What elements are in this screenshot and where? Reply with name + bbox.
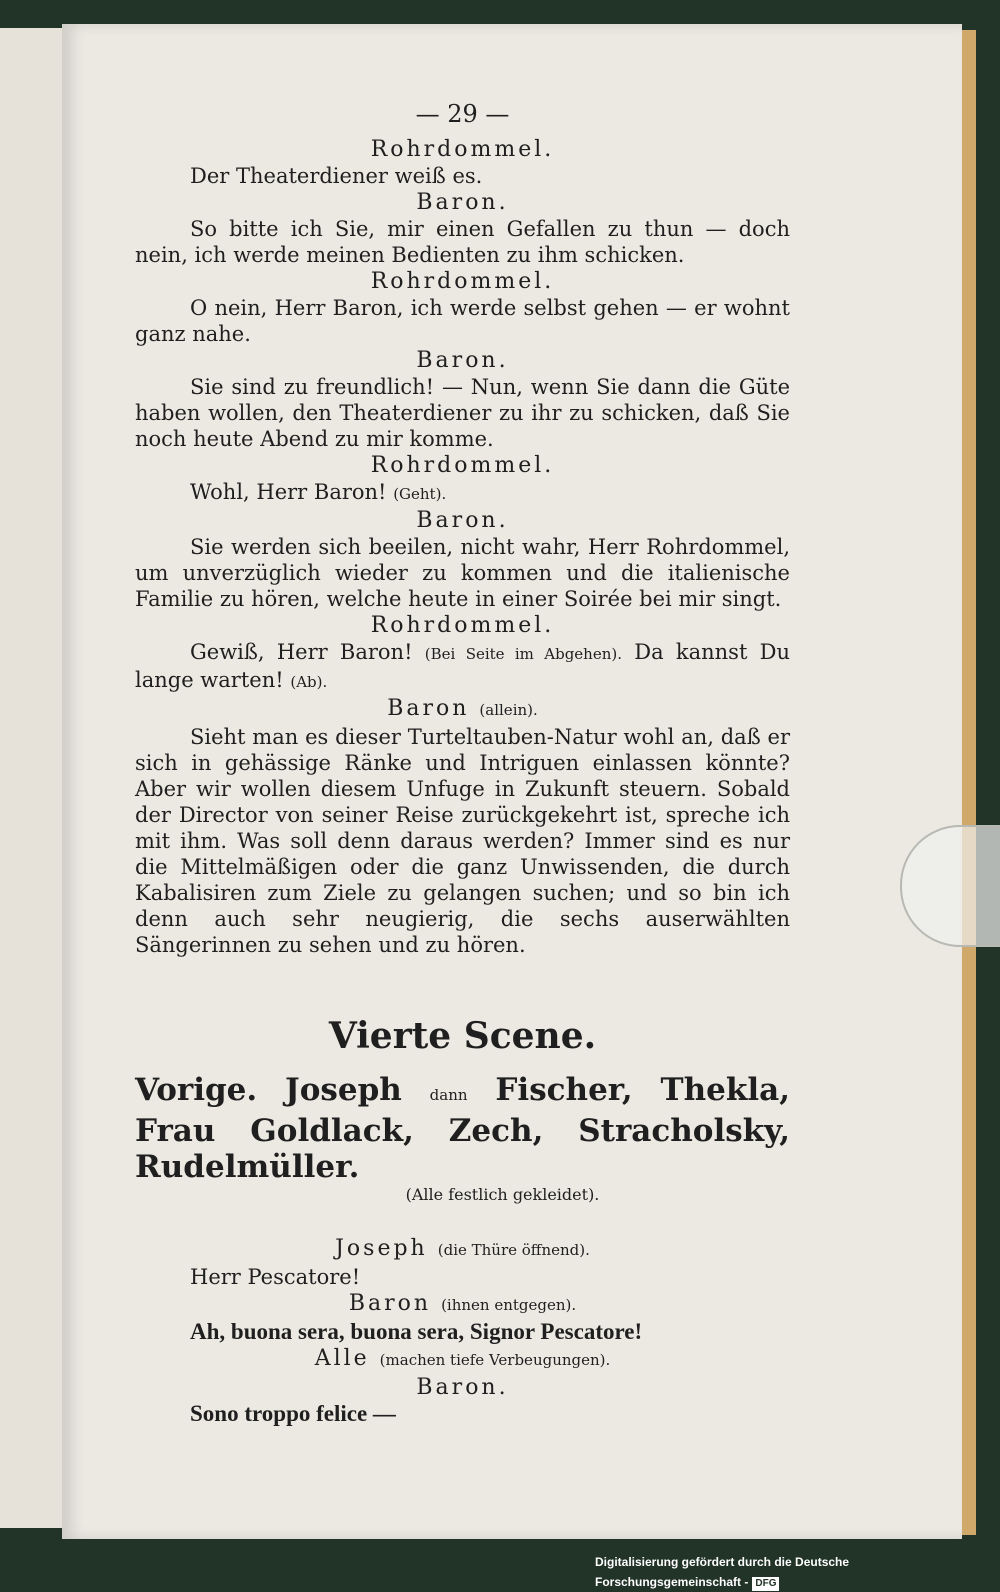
paragraph: Sie werden sich beeilen, nicht wahr, Herr Rohrdommel, um unverzüglich wieder zu kommen und die italienische Familie zu hören, welche heute in einer Soirée bei mir singt.: [135, 535, 790, 611]
paragraph: Sieht man es dieser Turteltauben-Natur wohl an, daß er sich in gehässige Ränke und Intriguen einlassen könnte? Aber wir wollen diesem Unfuge in Zukunft steuern. Sobald der Director von seiner Reise zurückgekehrt ist, spreche ich mit ihm. Was soll denn daraus werden? Immer sind es nur die Mittelmäßigen oder die ganz Unwissenden, die durch Kabalisiren zum Ziele zu gelangen suchen; und so bin ich denn auch sehr neugierig, die sechs auserwählten Sängerinnen zu sehen und zu hören.: [135, 725, 790, 957]
paragraph: Der Theaterdiener weiß es.: [190, 164, 483, 188]
italian-line: Ah, buona sera, buona sera, Signor Pescatore!: [190, 1319, 643, 1344]
paragraph: Herr Pescatore!: [190, 1265, 361, 1289]
line-text: Da kannst Du lange warten!: [135, 640, 790, 692]
speaker: [135, 1235, 790, 1264]
stage-direction: (allein).: [479, 701, 538, 719]
speaker-name: Joseph: [335, 1236, 428, 1261]
dfg-logo: DFG: [752, 1577, 779, 1591]
speaker-name: Alle: [314, 1346, 370, 1371]
line-text: Wohl, Herr Baron!: [190, 480, 387, 504]
paragraph: O nein, Herr Baron, ich werde selbst gehen — er wohnt ganz nahe.: [135, 296, 790, 346]
footer-text: Digitalisierung gefördert durch die Deutsche Forschungsgemeinschaft -: [595, 1555, 850, 1589]
stage-direction: (Bei Seite im Abgehen).: [424, 645, 622, 663]
stage-direction: (Ab).: [290, 673, 328, 691]
scene-title: Vierte Scene.: [328, 1015, 597, 1057]
speaker: Rohrdommel.: [370, 453, 555, 478]
stage-direction: (ihnen entgegen).: [441, 1296, 577, 1314]
page-edge: [962, 30, 976, 1535]
paragraph: [135, 1319, 790, 1345]
speaker: [135, 695, 790, 724]
cast-first: Vorige. Joseph: [135, 1072, 402, 1108]
cast-list: [135, 1072, 790, 1185]
speaker: Baron.: [416, 190, 509, 215]
paragraph: [135, 479, 790, 507]
cast-rest: Fischer, Thekla, Frau Goldlack, Zech, Stracholsky, Rudelmüller.: [135, 1072, 790, 1185]
speaker: Baron.: [416, 508, 509, 533]
stage-direction: (Geht).: [393, 485, 447, 503]
speaker: Baron.: [416, 348, 509, 373]
stage-direction: (machen tiefe Verbeugungen).: [379, 1351, 611, 1369]
paragraph: [135, 1401, 790, 1427]
speaker-name: Baron: [348, 1291, 432, 1316]
speaker: Rohrdommel.: [370, 269, 555, 294]
left-page: [0, 28, 64, 1528]
cast-connector: dann: [429, 1086, 468, 1104]
page-text: [135, 100, 790, 1427]
speaker: [135, 1345, 790, 1374]
line-text: Gewiß, Herr Baron!: [190, 640, 413, 664]
paragraph: [135, 639, 790, 695]
speaker: Rohrdommel.: [370, 137, 555, 162]
italian-line: Sono troppo felice —: [190, 1401, 396, 1426]
speaker-name: Baron: [387, 696, 470, 721]
paragraph: Sie sind zu freundlich! — Nun, wenn Sie dann die Güte haben wollen, den Theaterdiener zu ihr zu schicken, daß Sie noch heute Abend zu mir komme.: [135, 375, 790, 451]
speaker: Baron.: [416, 1375, 509, 1400]
stage-direction: (die Thüre öffnend).: [437, 1241, 590, 1259]
speaker: [135, 1290, 790, 1319]
page-number: — 29 —: [415, 100, 510, 128]
funding-footer: [595, 1552, 995, 1589]
speaker: Rohrdommel.: [370, 613, 555, 638]
paragraph: So bitte ich Sie, mir einen Gefallen zu thun — doch nein, ich werde meinen Bedienten zu ihm schicken.: [135, 217, 790, 267]
cast-note: (Alle festlich gekleidet).: [405, 1185, 600, 1204]
